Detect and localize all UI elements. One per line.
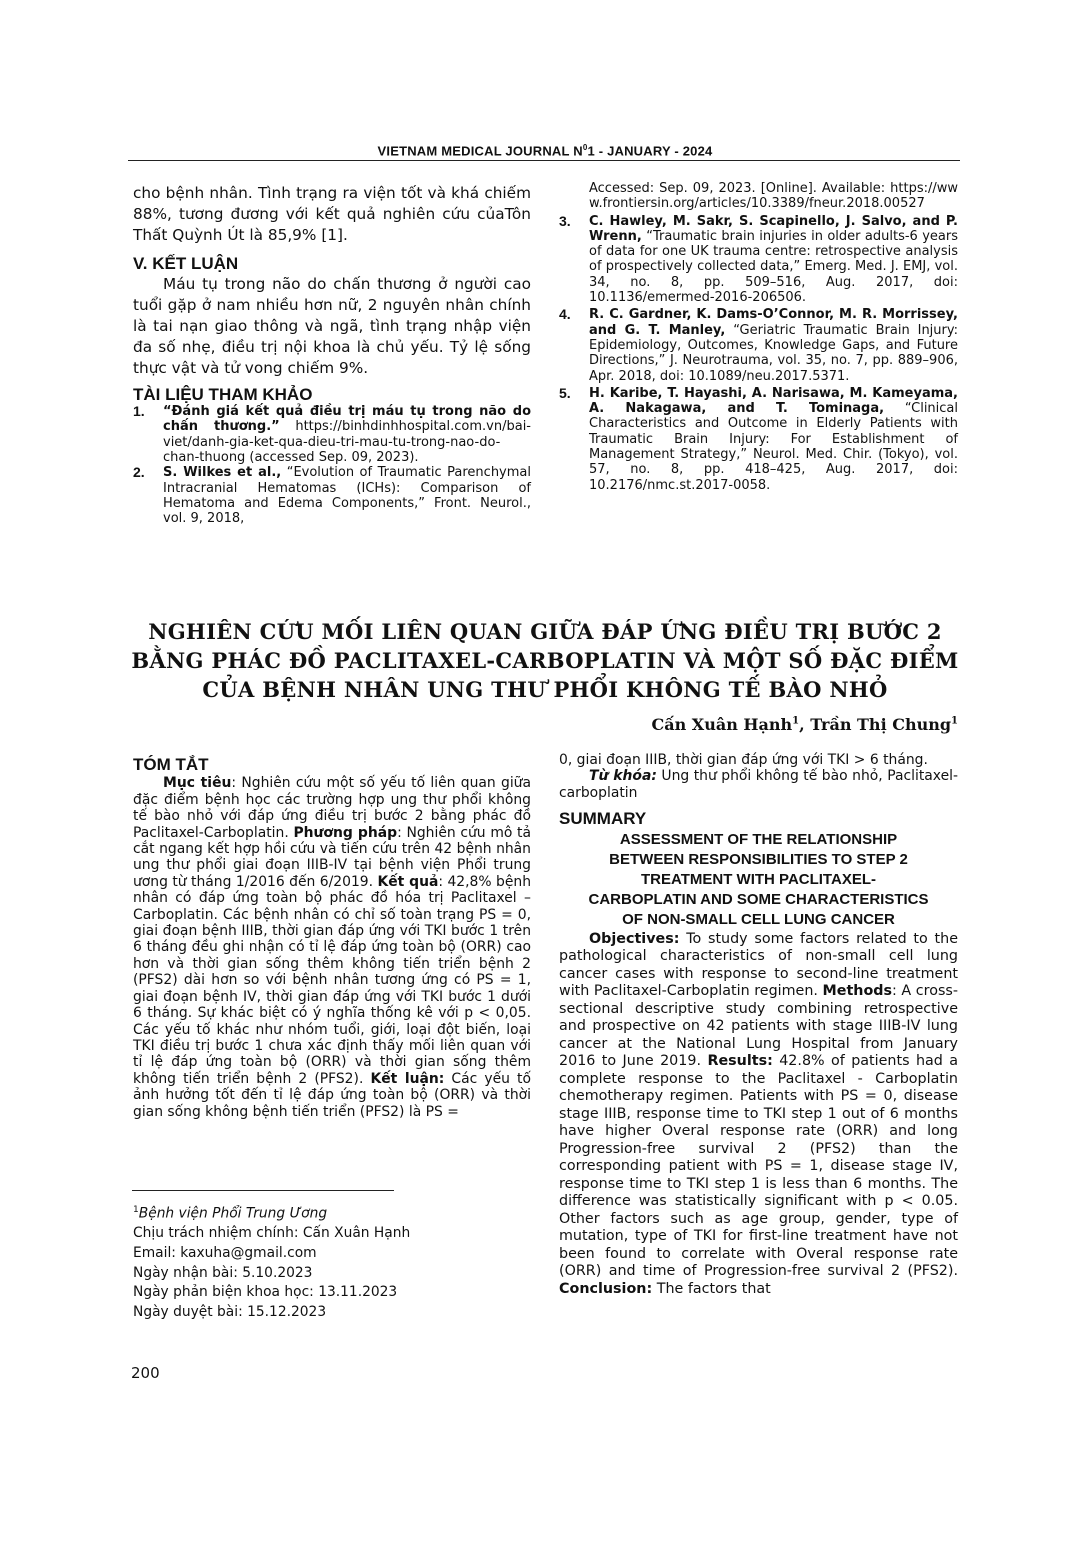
- conclusion-text: Máu tụ trong não do chấn thương ở người cao tuổi gặp ở nam nhiều hơn nữ, 2 nguyên nhân chính là tai nạn giao thông và ngã, tình trạng nhập viện đa số nhẹ, điều trị nội khoa là chủ yếu. Tỷ lệ sống thực vật và tử vong chiếm 9%.: [133, 274, 531, 377]
- page-number: 200: [131, 1364, 160, 1382]
- corresponding-author: Chịu trách nhiệm chính: Cấn Xuân Hạnh: [133, 1225, 411, 1242]
- running-header: [131, 143, 959, 158]
- abstract-right-column: [559, 752, 958, 1298]
- title-line: CỦA BỆNH NHÂN UNG THƯ PHỔI KHÔNG TẾ BÀO NHỎ: [202, 677, 888, 702]
- reference-number: 5.: [559, 384, 571, 401]
- label-results: Results:: [707, 1053, 773, 1070]
- keywords-label: Từ khóa:: [589, 768, 657, 785]
- english-title-line: OF NON-SMALL CELL LUNG CANCER: [622, 910, 895, 928]
- english-title-line: BETWEEN RESPONSIBILITIES TO STEP 2: [609, 850, 908, 868]
- abstract-vi-text: [133, 775, 531, 1120]
- affiliation: [133, 1201, 410, 1224]
- label-objectives: Objectives:: [589, 930, 680, 947]
- keywords-text: Ung thư phổi không tế bào nhỏ, Paclitaxel-carboplatin: [559, 768, 958, 801]
- conclusion-text: Các yếu tố ảnh hưởng tốt đến tỉ lệ đáp ứng toàn bộ (ORR) và thời gian sống không bệnh tiến triển (PFS2) là PS =: [133, 1070, 531, 1120]
- reference-bold: H. Karibe, T. Hayashi, A. Narisawa, M. Kameyama, A. Nakagawa, and T. Tominaga,: [589, 385, 958, 417]
- abstract-vi-continued: 0, giai đoạn IIIB, thời gian đáp ứng với TKI > 6 tháng.: [559, 752, 928, 768]
- keywords: [559, 768, 958, 801]
- authors: [620, 715, 958, 734]
- footnote: [133, 1201, 410, 1323]
- reference-number: 4.: [559, 306, 571, 323]
- author-name: Cấn Xuân Hạnh: [651, 715, 793, 734]
- affiliation-text: Bệnh viện Phổi Trung Ương: [138, 1205, 328, 1222]
- english-title-line: CARBOPLATIN AND SOME CHARACTERISTICS: [588, 890, 929, 908]
- reference-item: [559, 386, 958, 493]
- title-line: NGHIÊN CỨU MỐI LIÊN QUAN GIỮA ĐÁP ỨNG ĐIỀU TRỊ BƯỚC 2: [148, 619, 942, 644]
- top-left-column: [133, 183, 531, 527]
- english-title-line: TREATMENT WITH PACLITAXEL-: [641, 870, 876, 888]
- reference-bold: S. Wilkes et al.,: [163, 465, 282, 481]
- abstract-en-text: [559, 931, 958, 1299]
- english-title: [559, 830, 958, 930]
- author-name: Trần Thị Chung: [810, 715, 952, 734]
- top-right-column: [559, 181, 958, 493]
- reference-number: 2.: [133, 464, 145, 481]
- label-conclusion: Conclusion:: [559, 1280, 653, 1297]
- references-heading: TÀI LIỆU THAM KHẢO: [133, 384, 313, 404]
- continued-paragraph: cho bệnh nhân. Tình trạng ra viện tốt và khá chiếm 88%, tương đương với kết quả nghiên cứu củaTôn Thất Quỳnh Út là 85,9% [1].: [133, 184, 531, 244]
- footnote-rule: [132, 1190, 394, 1191]
- reference-bold: R. C. Gardner, K. Dams-O’Connor, M. R. Morrissey, and G. T. Manley,: [589, 307, 958, 338]
- author-separator: ,: [799, 715, 811, 734]
- affiliation-sup: 1: [133, 1205, 139, 1215]
- summary-heading: SUMMARY: [559, 809, 647, 829]
- reference-bold: C. Hawley, M. Sakr, S. Scapinello, J. Salvo, and P. Wrenn,: [589, 213, 958, 244]
- received-date: Ngày nhận bài: 5.10.2023: [133, 1264, 313, 1281]
- label-methods: Methods: [822, 983, 893, 1000]
- objective-text: : Nghiên cứu một số yếu tố liên quan giữa đặc điểm bệnh học các trường hợp ung thư phổi không tế bào nhỏ với đáp ứng điều trị bước 2 bằng phác đồ Paclitaxel-Carboplatin.: [133, 775, 532, 841]
- methods-text: : A cross-sectional descriptive study combining retrospective and prospective on 42 patients with stage IIIB-IV lung cancer at the National Lung Hospital from January 2016 to June 2019.: [559, 983, 959, 1070]
- result-text: : 42,8% bệnh nhân có đáp ứng toàn bộ phác đồ hóa trị Paclitaxel – Carboplatin. Các bệnh nhân có chỉ số toàn trạng PS = 0, giai đoạn bệnh IIIB, thời gian đáp ứng với TKI bước 1 trên 6 tháng đều ghi nhận có tỉ lệ đáp ứng toàn bộ (ORR) cao hơn và thời gian sống thêm không tiến triển bệnh 2 (PFS2) dài hơn so với bệnh nhân tương ứng có PS = 1, giai đoạn bệnh IV, thời gian đáp ứng với TKI bước 1 dưới 6 tháng. Sự khác biệt có ý nghĩa thống kê với p < 0,05. Các yếu tố khác như nhóm tuổi, giới, loại đột biến, loại TKI điều trị bước 1 chưa xác định thấy mối liên quan với tỉ lệ đáp ứng toàn bộ (ORR) và thời gian sống thêm không tiến triển bệnh 2 (PFS2).: [133, 873, 531, 1087]
- conclusion-heading: V. KẾT LUẬN: [133, 254, 239, 273]
- label-conclusion: Kết luận:: [370, 1070, 445, 1087]
- reference-text: “Clinical Characteristics and Outcome in Elderly Patients with Traumatic Brain Injury: For Establishment of Management Strategy,” Neurol. Med. Chir. (Tokyo), vol. 57, no. 8, pp. 418–425, Aug. 2017, doi: 10.2176/nmc.st.2017-0058.: [589, 401, 959, 493]
- header-rule: [128, 160, 960, 161]
- objectives-text: To study some factors related to the pathological characteristics of non-small cell lung cancer cases with response to second-line treatment with Paclitaxel-Carboplatin regimen.: [559, 930, 958, 1000]
- email: Email: kaxuha@gmail.com: [133, 1245, 317, 1261]
- author-affil-sup: 1: [951, 715, 958, 727]
- article-title: [120, 617, 970, 704]
- reference-number: 1.: [133, 403, 145, 420]
- reference-text: “Traumatic brain injuries in older adults-6 years of data for one UK trauma centre: retrospective analysis of prospectively collected data,” Emerg. Med. J. EMJ, vol. 34, no. 8, pp. 509–516, Aug. 2017, doi: 10.1136/emermed-2016-206506.: [589, 228, 958, 306]
- reference-item: [559, 214, 958, 306]
- issue-date: 1 - JANUARY - 2024: [587, 143, 713, 159]
- reference-continued: [559, 181, 958, 212]
- abstract-vi-heading: TÓM TẮT: [133, 755, 209, 774]
- label-method: Phương pháp: [293, 824, 398, 841]
- reference-item: [133, 465, 531, 526]
- reference-number: 3.: [559, 212, 571, 229]
- reference-item: [133, 404, 531, 465]
- reference-text: “Evolution of Traumatic Parenchymal Intracranial Hematomas (ICHs): Comparison of Hematoma and Edema Components,” Front. Neurol., vol. 9, 2018,: [163, 465, 531, 527]
- reference-text: Accessed: Sep. 09, 2023. [Online]. Available: https://www.frontiersin.org/articles/10.3389/fneur.2018.00527: [589, 181, 958, 212]
- issue-sup: 0: [582, 143, 588, 152]
- review-date: Ngày phản biện khoa học: 13.11.2023: [133, 1284, 398, 1301]
- reference-text: “Geriatric Traumatic Brain Injury: Epidemiology, Outcomes, Knowledge Gaps, and Future Directions,” J. Neurotrauma, vol. 35, no. 7, pp. 889–906, Apr. 2018, doi: 10.1089/neu.2017.5371.: [589, 322, 959, 384]
- english-title-line: ASSESSMENT OF THE RELATIONSHIP: [619, 830, 898, 848]
- journal-name: VIETNAM MEDICAL JOURNAL N: [377, 143, 583, 159]
- reference-text: https://binhdinhhospital.com.vn/bai-viet/danh-gia-ket-qua-dieu-tri-mau-tu-trong-nao-do-chan-thuong (accessed Sep. 09, 2023).: [163, 419, 531, 466]
- conclusion-text: The factors that: [652, 1280, 771, 1297]
- reference-bold: “Đánh giá kết quả điều trị máu tụ trong não do chấn thương.”: [163, 404, 531, 435]
- title-line: BẰNG PHÁC ĐỒ PACLITAXEL-CARBOPLATIN VÀ MỘT SỐ ĐẶC ĐIỂM: [131, 648, 959, 673]
- label-result: Kết quả: [377, 873, 439, 890]
- reference-item: [559, 307, 958, 383]
- results-text: 42.8% of patients had a complete response to the Paclitaxel - Carboplatin chemotherapy regimen. Patients with PS = 0, disease stage IIIB, response time to TKI step 1 out of 6 months have higher Overal response rate (ORR) and long Progression-free survival 2 (PFS2) than the corresponding patient with PS = 1, disease stage IV, response time to TKI step 1 is less than 6 months. The difference was statistically significant with p < 0.05. Other factors such as age group, gender, type of mutation, type of TKI for first-line treatment have not been found to correlate with Overal response rate (ORR) and time of Progression-free survival 2 (PFS2).: [559, 1053, 959, 1280]
- label-objective: Mục tiêu: [163, 775, 232, 792]
- author-affil-sup: 1: [792, 715, 800, 727]
- method-text: : Nghiên cứu mô tả cắt ngang kết hợp hồi cứu và tiến cứu trên 42 bệnh nhân ung thư phổi giai đoạn IIIB-IV tại bệnh viện Phổi trung ương từ tháng 1/2016 đến 6/2019.: [133, 824, 532, 890]
- accepted-date: Ngày duyệt bài: 15.12.2023: [133, 1304, 327, 1321]
- abstract-vi-column: [133, 757, 531, 1120]
